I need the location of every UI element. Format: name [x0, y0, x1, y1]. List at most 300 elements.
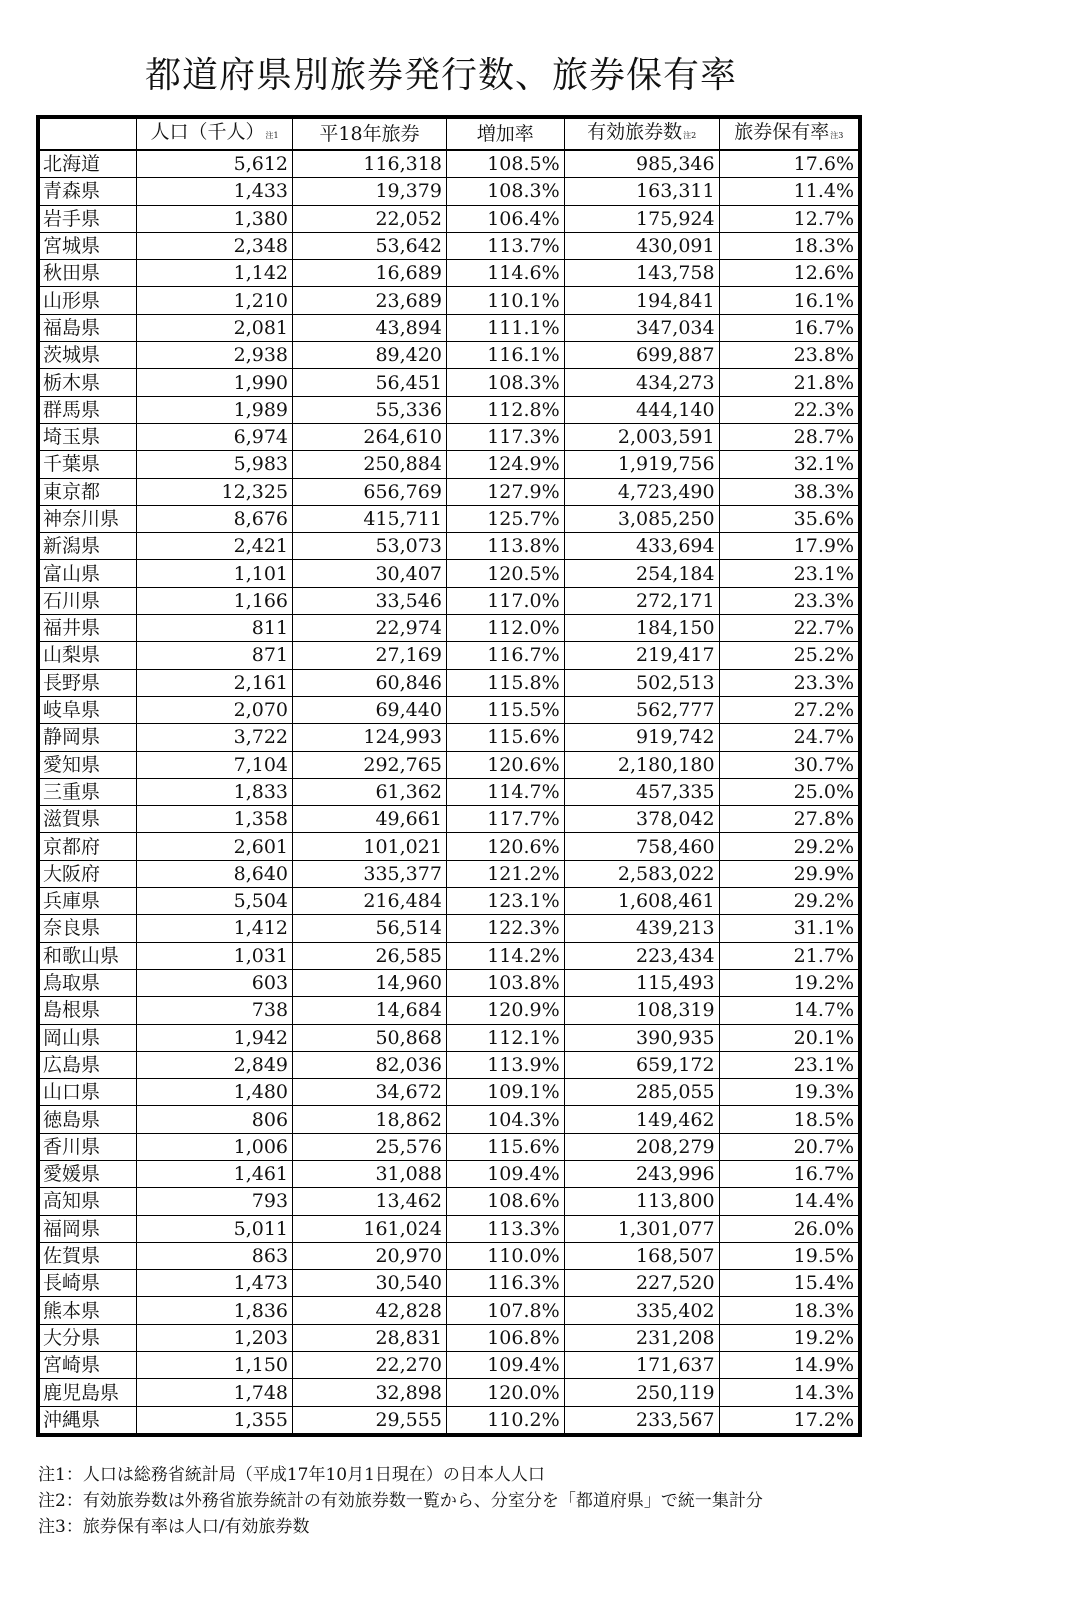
value-cell: 21.7% [719, 942, 860, 969]
value-cell: 117.3% [446, 423, 564, 450]
table-row [38, 942, 860, 969]
value-cell: 603 [137, 969, 293, 996]
value-cell: 26,585 [293, 942, 447, 969]
table-row [38, 587, 860, 614]
prefecture-cell: 長崎県 [38, 1270, 137, 1297]
value-cell: 124.9% [446, 451, 564, 478]
prefecture-cell: 愛媛県 [38, 1160, 137, 1187]
column-header-note: 注2 [683, 131, 697, 140]
value-cell: 120.9% [446, 997, 564, 1024]
value-cell: 16,689 [293, 260, 447, 287]
prefecture-cell: 山形県 [38, 287, 137, 314]
value-cell: 31.1% [719, 915, 860, 942]
value-cell: 116.3% [446, 1270, 564, 1297]
value-cell: 1,006 [137, 1133, 293, 1160]
value-cell: 272,171 [564, 587, 719, 614]
value-cell: 14.3% [719, 1379, 860, 1406]
value-cell: 285,055 [564, 1079, 719, 1106]
value-cell: 250,119 [564, 1379, 719, 1406]
value-cell: 115.6% [446, 724, 564, 751]
value-cell: 415,711 [293, 505, 447, 532]
value-cell: 20.1% [719, 1024, 860, 1051]
value-cell: 101,021 [293, 833, 447, 860]
table-row [38, 560, 860, 587]
table-row [38, 1352, 860, 1379]
value-cell: 124,993 [293, 724, 447, 751]
table-row [38, 642, 860, 669]
table-row [38, 833, 860, 860]
value-cell: 18.3% [719, 232, 860, 259]
value-cell: 806 [137, 1106, 293, 1133]
value-cell: 194,841 [564, 287, 719, 314]
value-cell: 30,540 [293, 1270, 447, 1297]
column-header-note: 注1 [265, 131, 279, 140]
prefecture-cell: 岡山県 [38, 1024, 137, 1051]
value-cell: 656,769 [293, 478, 447, 505]
value-cell: 125.7% [446, 505, 564, 532]
table-row [38, 423, 860, 450]
value-cell: 149,462 [564, 1106, 719, 1133]
value-cell: 34,672 [293, 1079, 447, 1106]
value-cell: 2,161 [137, 669, 293, 696]
column-header [446, 117, 564, 150]
prefecture-cell: 鹿児島県 [38, 1379, 137, 1406]
column-header-label: 増加率 [476, 123, 534, 145]
value-cell: 103.8% [446, 969, 564, 996]
value-cell: 1,412 [137, 915, 293, 942]
prefecture-cell: 北海道 [38, 150, 137, 178]
value-cell: 434,273 [564, 369, 719, 396]
value-cell: 1,355 [137, 1406, 293, 1435]
prefecture-cell: 埼玉県 [38, 423, 137, 450]
value-cell: 347,034 [564, 314, 719, 341]
value-cell: 56,451 [293, 369, 447, 396]
prefecture-cell: 栃木県 [38, 369, 137, 396]
value-cell: 264,610 [293, 423, 447, 450]
value-cell: 659,172 [564, 1051, 719, 1078]
value-cell: 19.2% [719, 969, 860, 996]
footnote-3: 注3：旅券保有率は人口/有効旅券数 [38, 1517, 310, 1537]
value-cell: 4,723,490 [564, 478, 719, 505]
value-cell: 55,336 [293, 396, 447, 423]
value-cell: 16.7% [719, 1160, 860, 1187]
prefecture-cell: 長野県 [38, 669, 137, 696]
prefecture-cell: 秋田県 [38, 260, 137, 287]
value-cell: 14.9% [719, 1352, 860, 1379]
value-cell: 29.2% [719, 833, 860, 860]
table-row [38, 860, 860, 887]
value-cell: 43,894 [293, 314, 447, 341]
prefecture-cell: 東京都 [38, 478, 137, 505]
passport-table [36, 115, 862, 1437]
value-cell: 29.2% [719, 888, 860, 915]
value-cell: 2,938 [137, 342, 293, 369]
value-cell: 127.9% [446, 478, 564, 505]
value-cell: 1,942 [137, 1024, 293, 1051]
prefecture-cell: 大阪府 [38, 860, 137, 887]
value-cell: 562,777 [564, 696, 719, 723]
value-cell: 26.0% [719, 1215, 860, 1242]
prefecture-cell: 福島県 [38, 314, 137, 341]
table-row [38, 669, 860, 696]
value-cell: 35.6% [719, 505, 860, 532]
value-cell: 120.5% [446, 560, 564, 587]
value-cell: 1,433 [137, 178, 293, 205]
value-cell: 143,758 [564, 260, 719, 287]
value-cell: 69,440 [293, 696, 447, 723]
table-header-row [38, 117, 860, 150]
value-cell: 23,689 [293, 287, 447, 314]
value-cell: 161,024 [293, 1215, 447, 1242]
value-cell: 168,507 [564, 1242, 719, 1269]
prefecture-cell: 広島県 [38, 1051, 137, 1078]
value-cell: 1,473 [137, 1270, 293, 1297]
table-row [38, 778, 860, 805]
prefecture-cell: 宮城県 [38, 232, 137, 259]
value-cell: 1,748 [137, 1379, 293, 1406]
value-cell: 227,520 [564, 1270, 719, 1297]
value-cell: 1,142 [137, 260, 293, 287]
value-cell: 110.2% [446, 1406, 564, 1435]
value-cell: 120.6% [446, 833, 564, 860]
value-cell: 1,301,077 [564, 1215, 719, 1242]
value-cell: 117.7% [446, 806, 564, 833]
value-cell: 2,070 [137, 696, 293, 723]
value-cell: 115,493 [564, 969, 719, 996]
column-header [137, 117, 293, 150]
table-row [38, 342, 860, 369]
table-row [38, 751, 860, 778]
value-cell: 25,576 [293, 1133, 447, 1160]
value-cell: 108.3% [446, 178, 564, 205]
value-cell: 111.1% [446, 314, 564, 341]
value-cell: 12,325 [137, 478, 293, 505]
value-cell: 29.9% [719, 860, 860, 887]
value-cell: 82,036 [293, 1051, 447, 1078]
table-row [38, 369, 860, 396]
value-cell: 502,513 [564, 669, 719, 696]
value-cell: 22,270 [293, 1352, 447, 1379]
value-cell: 110.0% [446, 1242, 564, 1269]
footnote-1: 注1：人口は総務省統計局（平成17年10月1日現在）の日本人人口 [38, 1465, 545, 1485]
value-cell: 22.3% [719, 396, 860, 423]
table-row [38, 260, 860, 287]
value-cell: 12.7% [719, 205, 860, 232]
value-cell: 115.5% [446, 696, 564, 723]
prefecture-cell: 徳島県 [38, 1106, 137, 1133]
value-cell: 106.4% [446, 205, 564, 232]
value-cell: 123.1% [446, 888, 564, 915]
prefecture-cell: 山口県 [38, 1079, 137, 1106]
value-cell: 113.3% [446, 1215, 564, 1242]
table-row [38, 969, 860, 996]
value-cell: 25.2% [719, 642, 860, 669]
value-cell: 56,514 [293, 915, 447, 942]
prefecture-cell: 青森県 [38, 178, 137, 205]
table-row [38, 150, 860, 178]
value-cell: 17.6% [719, 150, 860, 178]
value-cell: 699,887 [564, 342, 719, 369]
value-cell: 21.8% [719, 369, 860, 396]
table-row [38, 1024, 860, 1051]
value-cell: 27.8% [719, 806, 860, 833]
value-cell: 32,898 [293, 1379, 447, 1406]
value-cell: 1,166 [137, 587, 293, 614]
value-cell: 11.4% [719, 178, 860, 205]
value-cell: 113.7% [446, 232, 564, 259]
value-cell: 33,546 [293, 587, 447, 614]
value-cell: 116,318 [293, 150, 447, 178]
value-cell: 8,676 [137, 505, 293, 532]
value-cell: 985,346 [564, 150, 719, 178]
value-cell: 53,073 [293, 533, 447, 560]
value-cell: 27.2% [719, 696, 860, 723]
value-cell: 14,684 [293, 997, 447, 1024]
value-cell: 120.6% [446, 751, 564, 778]
table-row [38, 997, 860, 1024]
column-header-label: 旅券保有率 [734, 121, 830, 143]
value-cell: 223,434 [564, 942, 719, 969]
value-cell: 20.7% [719, 1133, 860, 1160]
value-cell: 175,924 [564, 205, 719, 232]
value-cell: 22,052 [293, 205, 447, 232]
table-body [38, 150, 860, 1435]
value-cell: 863 [137, 1242, 293, 1269]
value-cell: 250,884 [293, 451, 447, 478]
value-cell: 1,989 [137, 396, 293, 423]
value-cell: 19,379 [293, 178, 447, 205]
table-row [38, 178, 860, 205]
value-cell: 60,846 [293, 669, 447, 696]
value-cell: 171,637 [564, 1352, 719, 1379]
prefecture-cell: 千葉県 [38, 451, 137, 478]
prefecture-cell: 山梨県 [38, 642, 137, 669]
value-cell: 27,169 [293, 642, 447, 669]
prefecture-cell: 神奈川県 [38, 505, 137, 532]
prefecture-cell: 宮崎県 [38, 1352, 137, 1379]
value-cell: 110.1% [446, 287, 564, 314]
table-row [38, 888, 860, 915]
table-row [38, 1106, 860, 1133]
prefecture-cell: 岩手県 [38, 205, 137, 232]
value-cell: 61,362 [293, 778, 447, 805]
value-cell: 17.2% [719, 1406, 860, 1435]
value-cell: 115.8% [446, 669, 564, 696]
value-cell: 3,085,250 [564, 505, 719, 532]
column-header [564, 117, 719, 150]
table-row [38, 1188, 860, 1215]
value-cell: 2,421 [137, 533, 293, 560]
value-cell: 14,960 [293, 969, 447, 996]
table-row [38, 615, 860, 642]
table-row [38, 232, 860, 259]
value-cell: 14.4% [719, 1188, 860, 1215]
value-cell: 811 [137, 615, 293, 642]
value-cell: 439,213 [564, 915, 719, 942]
value-cell: 12.6% [719, 260, 860, 287]
prefecture-cell: 石川県 [38, 587, 137, 614]
prefecture-cell: 奈良県 [38, 915, 137, 942]
value-cell: 292,765 [293, 751, 447, 778]
prefecture-cell: 福井県 [38, 615, 137, 642]
table-row [38, 1297, 860, 1324]
value-cell: 25.0% [719, 778, 860, 805]
prefecture-cell: 京都府 [38, 833, 137, 860]
value-cell: 29,555 [293, 1406, 447, 1435]
value-cell: 112.8% [446, 396, 564, 423]
value-cell: 7,104 [137, 751, 293, 778]
value-cell: 109.1% [446, 1079, 564, 1106]
value-cell: 457,335 [564, 778, 719, 805]
value-cell: 49,661 [293, 806, 447, 833]
value-cell: 108.3% [446, 369, 564, 396]
value-cell: 1,203 [137, 1324, 293, 1351]
value-cell: 24.7% [719, 724, 860, 751]
table-row [38, 915, 860, 942]
value-cell: 208,279 [564, 1133, 719, 1160]
value-cell: 30.7% [719, 751, 860, 778]
prefecture-cell: 和歌山県 [38, 942, 137, 969]
prefecture-cell: 滋賀県 [38, 806, 137, 833]
value-cell: 231,208 [564, 1324, 719, 1351]
table-row [38, 533, 860, 560]
value-cell: 112.1% [446, 1024, 564, 1051]
value-cell: 16.1% [719, 287, 860, 314]
value-cell: 112.0% [446, 615, 564, 642]
value-cell: 871 [137, 642, 293, 669]
value-cell: 23.8% [719, 342, 860, 369]
value-cell: 28,831 [293, 1324, 447, 1351]
prefecture-cell: 兵庫県 [38, 888, 137, 915]
value-cell: 5,612 [137, 150, 293, 178]
value-cell: 89,420 [293, 342, 447, 369]
prefecture-cell: 佐賀県 [38, 1242, 137, 1269]
value-cell: 107.8% [446, 1297, 564, 1324]
value-cell: 335,377 [293, 860, 447, 887]
value-cell: 254,184 [564, 560, 719, 587]
value-cell: 113.9% [446, 1051, 564, 1078]
value-cell: 2,003,591 [564, 423, 719, 450]
value-cell: 116.1% [446, 342, 564, 369]
table-row [38, 1406, 860, 1435]
prefecture-cell: 熊本県 [38, 1297, 137, 1324]
value-cell: 919,742 [564, 724, 719, 751]
value-cell: 444,140 [564, 396, 719, 423]
value-cell: 738 [137, 997, 293, 1024]
value-cell: 20,970 [293, 1242, 447, 1269]
table-row [38, 724, 860, 751]
value-cell: 1,380 [137, 205, 293, 232]
value-cell: 116.7% [446, 642, 564, 669]
value-cell: 1,210 [137, 287, 293, 314]
value-cell: 1,358 [137, 806, 293, 833]
table-row [38, 287, 860, 314]
value-cell: 106.8% [446, 1324, 564, 1351]
value-cell: 5,011 [137, 1215, 293, 1242]
value-cell: 1,919,756 [564, 451, 719, 478]
value-cell: 5,504 [137, 888, 293, 915]
value-cell: 2,180,180 [564, 751, 719, 778]
value-cell: 378,042 [564, 806, 719, 833]
column-header-label: 平18年旅券 [319, 123, 420, 145]
table-row [38, 396, 860, 423]
value-cell: 390,935 [564, 1024, 719, 1051]
value-cell: 219,417 [564, 642, 719, 669]
value-cell: 335,402 [564, 1297, 719, 1324]
prefecture-cell: 島根県 [38, 997, 137, 1024]
value-cell: 2,849 [137, 1051, 293, 1078]
value-cell: 243,996 [564, 1160, 719, 1187]
value-cell: 30,407 [293, 560, 447, 587]
value-cell: 122.3% [446, 915, 564, 942]
prefecture-cell: 福岡県 [38, 1215, 137, 1242]
value-cell: 113.8% [446, 533, 564, 560]
table-row [38, 451, 860, 478]
column-header [38, 117, 137, 150]
value-cell: 22.7% [719, 615, 860, 642]
value-cell: 114.7% [446, 778, 564, 805]
value-cell: 1,833 [137, 778, 293, 805]
prefecture-cell: 鳥取県 [38, 969, 137, 996]
value-cell: 117.0% [446, 587, 564, 614]
value-cell: 184,150 [564, 615, 719, 642]
value-cell: 22,974 [293, 615, 447, 642]
table-row [38, 205, 860, 232]
value-cell: 23.1% [719, 560, 860, 587]
value-cell: 163,311 [564, 178, 719, 205]
prefecture-cell: 岐阜県 [38, 696, 137, 723]
prefecture-cell: 沖縄県 [38, 1406, 137, 1435]
prefecture-cell: 群馬県 [38, 396, 137, 423]
value-cell: 1,836 [137, 1297, 293, 1324]
table-row [38, 806, 860, 833]
table-row [38, 1079, 860, 1106]
table-row [38, 505, 860, 532]
value-cell: 121.2% [446, 860, 564, 887]
value-cell: 109.4% [446, 1352, 564, 1379]
prefecture-cell: 新潟県 [38, 533, 137, 560]
value-cell: 1,101 [137, 560, 293, 587]
value-cell: 1,990 [137, 369, 293, 396]
value-cell: 1,461 [137, 1160, 293, 1187]
column-header [719, 117, 860, 150]
value-cell: 115.6% [446, 1133, 564, 1160]
value-cell: 15.4% [719, 1270, 860, 1297]
value-cell: 2,348 [137, 232, 293, 259]
value-cell: 53,642 [293, 232, 447, 259]
value-cell: 50,868 [293, 1024, 447, 1051]
value-cell: 5,983 [137, 451, 293, 478]
table-row [38, 1324, 860, 1351]
table-row [38, 696, 860, 723]
value-cell: 758,460 [564, 833, 719, 860]
value-cell: 18.5% [719, 1106, 860, 1133]
value-cell: 17.9% [719, 533, 860, 560]
value-cell: 2,081 [137, 314, 293, 341]
footnotes [38, 1462, 763, 1540]
prefecture-cell: 香川県 [38, 1133, 137, 1160]
value-cell: 108.5% [446, 150, 564, 178]
table-row [38, 1242, 860, 1269]
table-row [38, 1133, 860, 1160]
value-cell: 8,640 [137, 860, 293, 887]
table-row [38, 1379, 860, 1406]
value-cell: 18.3% [719, 1297, 860, 1324]
value-cell: 23.1% [719, 1051, 860, 1078]
value-cell: 433,694 [564, 533, 719, 560]
table-row [38, 1160, 860, 1187]
table-row [38, 1270, 860, 1297]
